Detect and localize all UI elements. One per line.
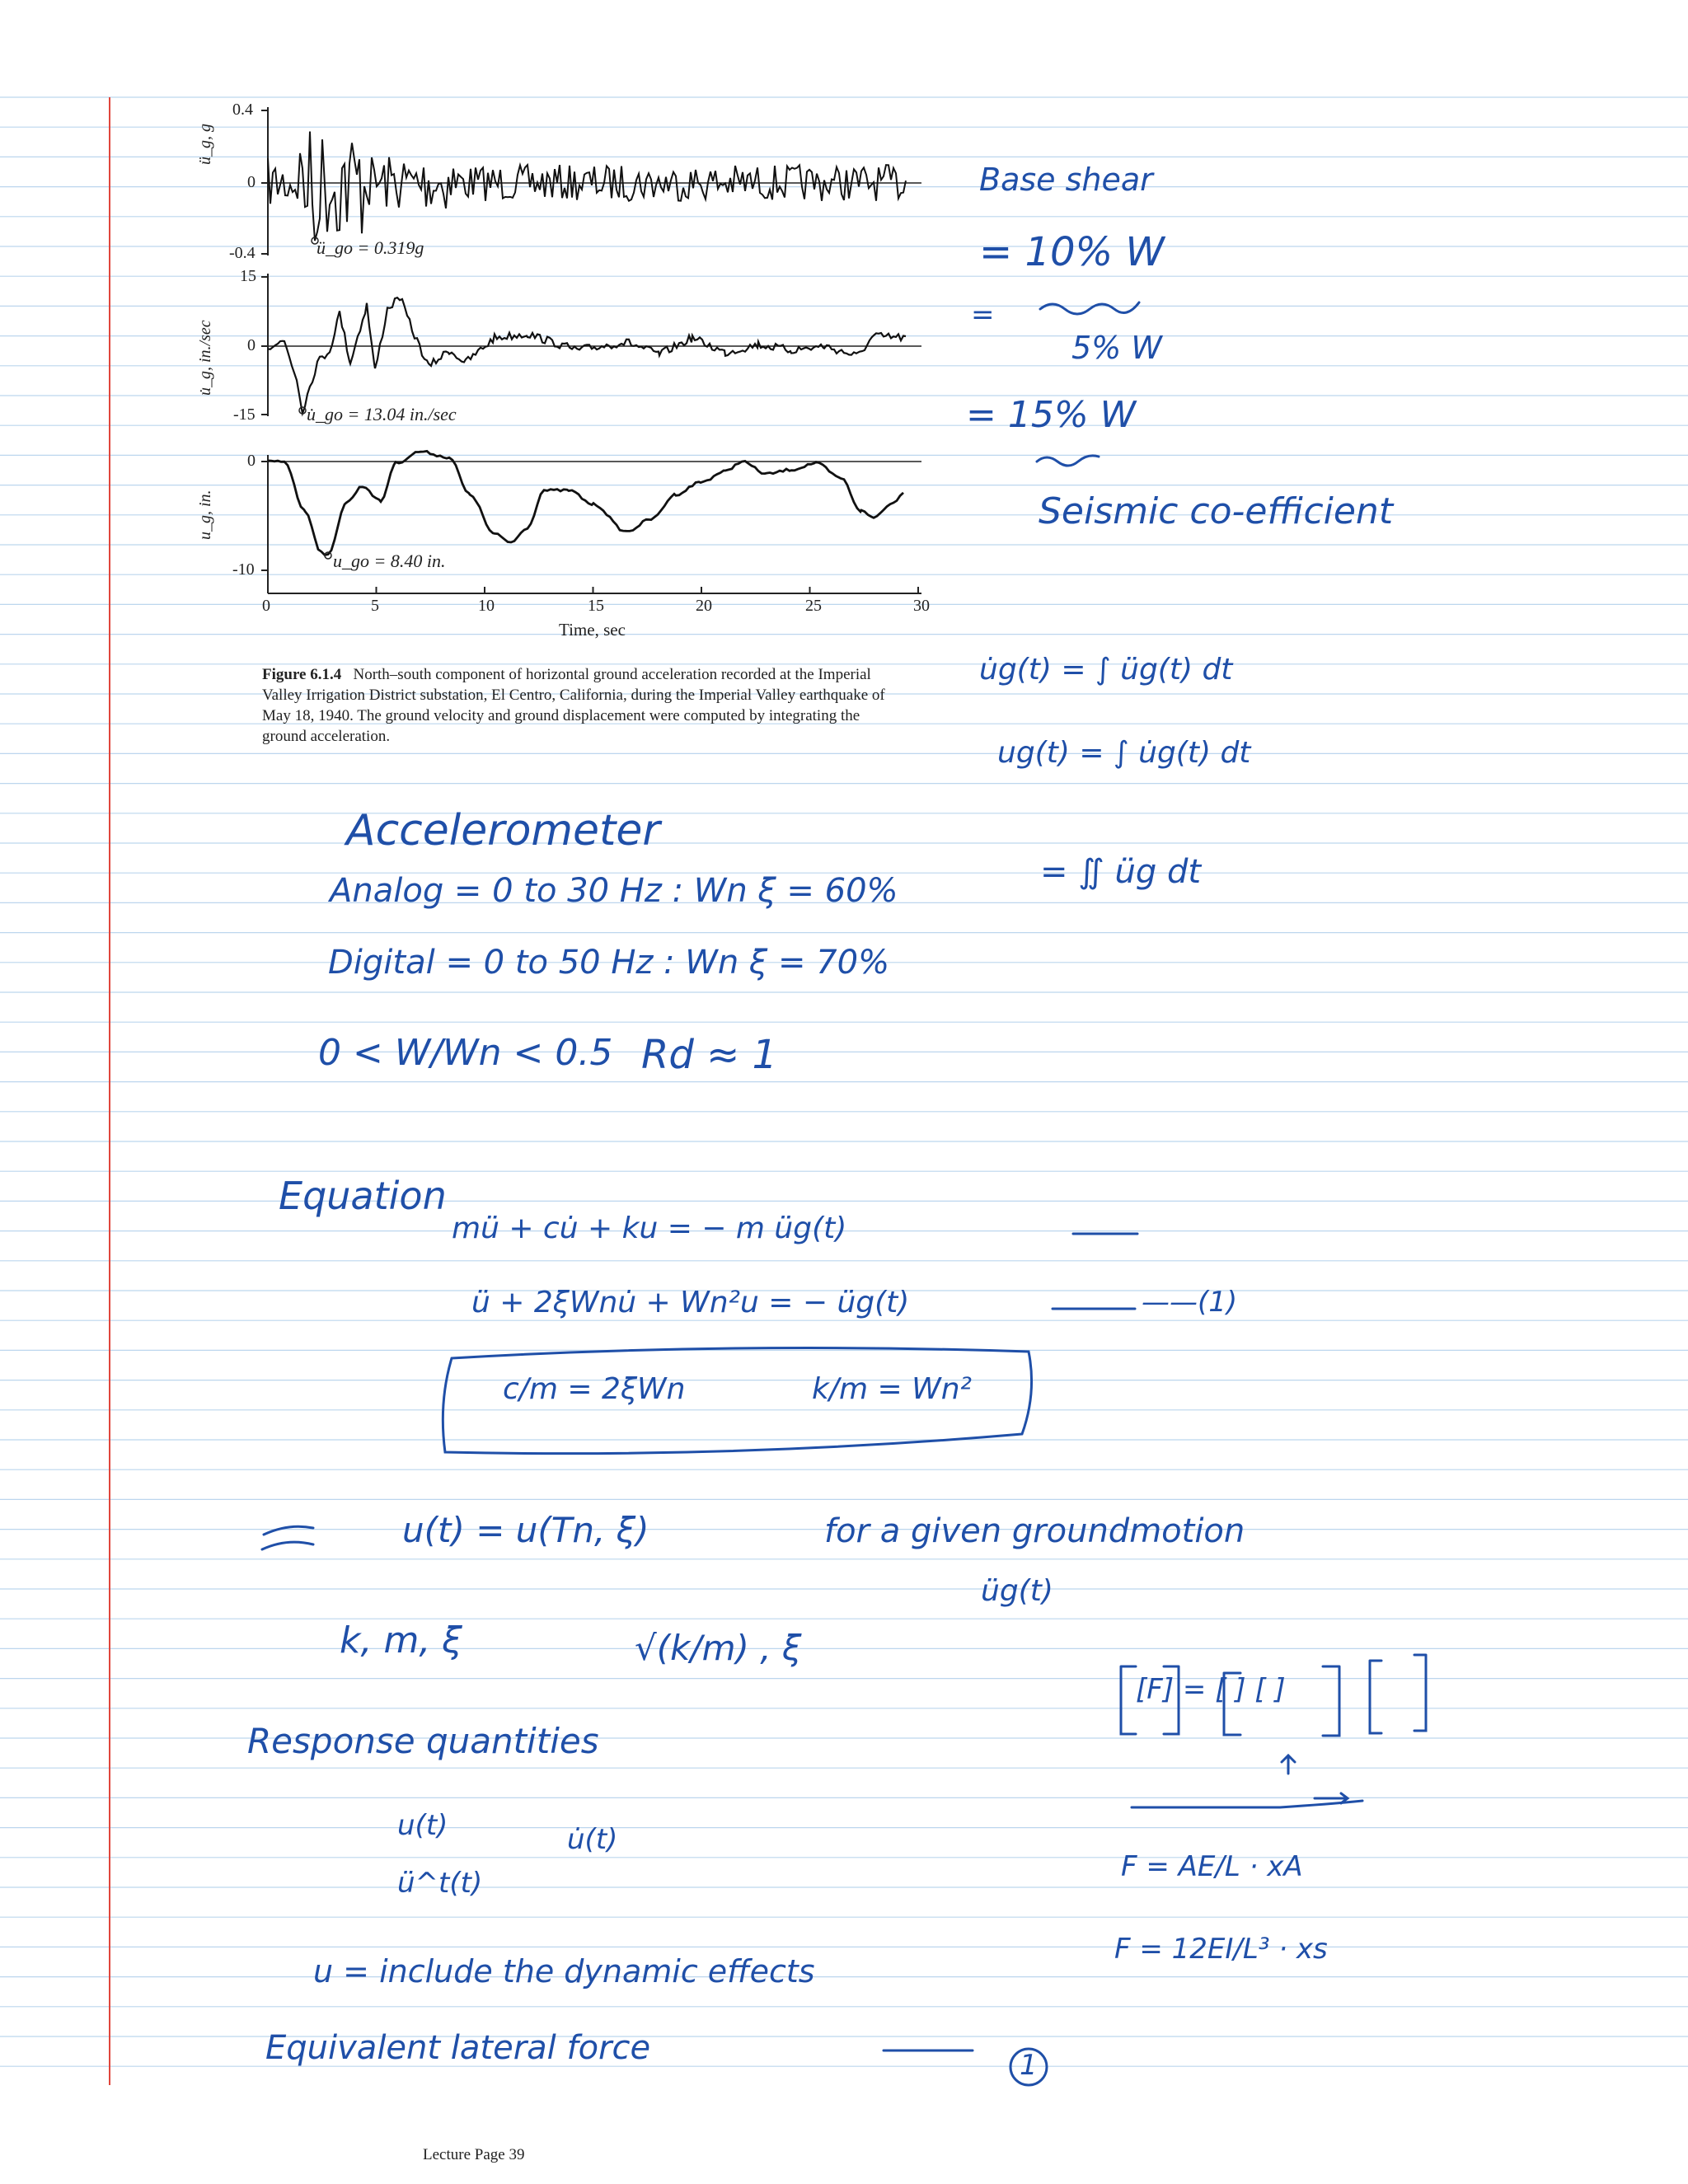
x-tick-15: 15 bbox=[588, 597, 604, 615]
panel3-ylabel: u_g, in. bbox=[196, 490, 214, 540]
note-box-damping: c/m = 2ξWn bbox=[503, 1372, 686, 1406]
note-integral-2: ug(t) = ∫ u̇g(t) dt bbox=[997, 736, 1251, 770]
beam-arrow bbox=[1315, 1793, 1348, 1803]
similar-mark bbox=[262, 1526, 313, 1549]
panel1-ylabel: ü_g, g bbox=[196, 124, 214, 165]
displacement-trace bbox=[268, 451, 903, 555]
x-tick-0: 0 bbox=[262, 597, 270, 615]
caption-text: North–south component of horizontal ground acceleration recorded at the Imperial Valley Irrigation District substation, El Centro, California, during the Imperial Valley earthquake of May 18, 1940. The ground velocity and ground displacement were computed by integrating the ground acceleration. bbox=[262, 666, 885, 745]
note-rd: Rd ≈ 1 bbox=[641, 1032, 778, 1078]
note-response-2: u̇(t) bbox=[567, 1823, 618, 1856]
panel2-tick-top: 15 bbox=[240, 267, 256, 285]
panel1-peak-label: ü_go = 0.319g bbox=[316, 237, 424, 258]
note-ground-accel: üg(t) bbox=[981, 1574, 1053, 1608]
matrix-arrow-up bbox=[1282, 1755, 1295, 1774]
note-equation-heading: Equation bbox=[279, 1174, 447, 1218]
panel3-peak-label: u_go = 8.40 in. bbox=[333, 551, 446, 571]
panel-velocity bbox=[261, 274, 921, 416]
matrix-bracket-K-right bbox=[1323, 1666, 1339, 1736]
ground-motion-figure bbox=[261, 107, 921, 593]
note-integral-1: u̇g(t) = ∫ üg(t) dt bbox=[979, 653, 1233, 687]
panel1-tick-zero: 0 bbox=[247, 173, 256, 191]
matrix-bracket-u-right bbox=[1414, 1655, 1426, 1731]
note-circled-number: 1 bbox=[1020, 2049, 1038, 2082]
note-eq3: 5% W bbox=[1071, 330, 1162, 366]
wavy-underline-2 bbox=[1037, 456, 1099, 466]
x-tick-25: 25 bbox=[805, 597, 822, 615]
note-digital: Digital = 0 to 50 Hz : Wn ξ = 70% bbox=[328, 944, 890, 982]
note-equivalent-force: Equivalent lateral force bbox=[265, 2029, 651, 2067]
figure-caption bbox=[262, 664, 889, 747]
x-tick-30: 30 bbox=[913, 597, 930, 615]
x-tick-10: 10 bbox=[478, 597, 495, 615]
panel3-tick-bottom: -10 bbox=[232, 560, 255, 579]
note-sqrt-params: √(k/m) , ξ bbox=[635, 1628, 802, 1668]
note-given-groundmotion: for a given groundmotion bbox=[824, 1512, 1245, 1550]
note-axial-force: F = AE/L · xA bbox=[1121, 1850, 1303, 1883]
note-base-shear: Base shear bbox=[979, 162, 1153, 198]
matrix-bracket-F-left bbox=[1121, 1666, 1136, 1734]
wavy-underline-1 bbox=[1040, 302, 1139, 314]
note-analog: Analog = 0 to 30 Hz : Wn ξ = 60% bbox=[330, 872, 898, 910]
page-footer: Lecture Page 39 bbox=[423, 2146, 525, 2163]
note-eq4: = 15% W bbox=[966, 394, 1137, 436]
note-response-1: u(t) bbox=[397, 1809, 448, 1842]
panel-displacement bbox=[261, 451, 921, 593]
note-flexural-force: F = 12EI/L³ · xs bbox=[1114, 1933, 1328, 1966]
panel2-tick-zero: 0 bbox=[247, 336, 256, 354]
panel1-tick-bottom: -0.4 bbox=[229, 244, 256, 262]
note-eom-2: ü + 2ξWnu̇ + Wn²u = − üg(t) bbox=[471, 1286, 910, 1319]
x-tick-20: 20 bbox=[696, 597, 712, 615]
note-box-stiffness: k/m = Wn² bbox=[812, 1372, 972, 1406]
panel2-ylabel: u̇_g, in./sec bbox=[196, 320, 214, 396]
x-axis-ticks bbox=[268, 587, 918, 593]
note-integral-3: = ∬ üg dt bbox=[1040, 853, 1202, 891]
note-response-heading: Response quantities bbox=[247, 1721, 599, 1761]
x-axis-label: Time, sec bbox=[559, 620, 626, 640]
note-accelerometer: Accelerometer bbox=[346, 806, 660, 855]
panel2-peak-label: u̇_go = 13.04 in./sec bbox=[307, 404, 457, 424]
panel-acceleration bbox=[261, 107, 921, 255]
note-response-function: u(t) = u(Tn, ξ) bbox=[402, 1510, 649, 1550]
note-seismic-coefficient: Seismic co-efficient bbox=[1039, 490, 1394, 532]
panel2-tick-bottom: -15 bbox=[233, 405, 256, 424]
note-response-3: ü^t(t) bbox=[397, 1867, 483, 1900]
note-eq2: = bbox=[971, 298, 995, 331]
panel1-tick-top: 0.4 bbox=[232, 101, 253, 119]
ruled-lines bbox=[0, 97, 1688, 2066]
x-tick-5: 5 bbox=[371, 597, 379, 615]
note-eom-1: mü + cu̇ + ku = − m üg(t) bbox=[452, 1212, 847, 1245]
note-equation-number: ——(1) bbox=[1142, 1286, 1238, 1319]
note-matrix-label: [F] = [ ] [ ] bbox=[1136, 1673, 1286, 1706]
matrix-bracket-u-left bbox=[1370, 1661, 1381, 1733]
acceleration-trace bbox=[268, 132, 906, 241]
note-eq1: = 10% W bbox=[979, 229, 1165, 275]
note-frequency-ratio: 0 < W/Wn < 0.5 bbox=[318, 1032, 613, 1074]
caption-label: Figure 6.1.4 bbox=[262, 666, 342, 683]
note-system-params: k, m, ξ bbox=[340, 1619, 462, 1661]
beam-line bbox=[1132, 1801, 1362, 1807]
panel3-tick-zero: 0 bbox=[247, 452, 256, 470]
note-include-dynamic: u = include the dynamic effects bbox=[313, 1953, 815, 1990]
